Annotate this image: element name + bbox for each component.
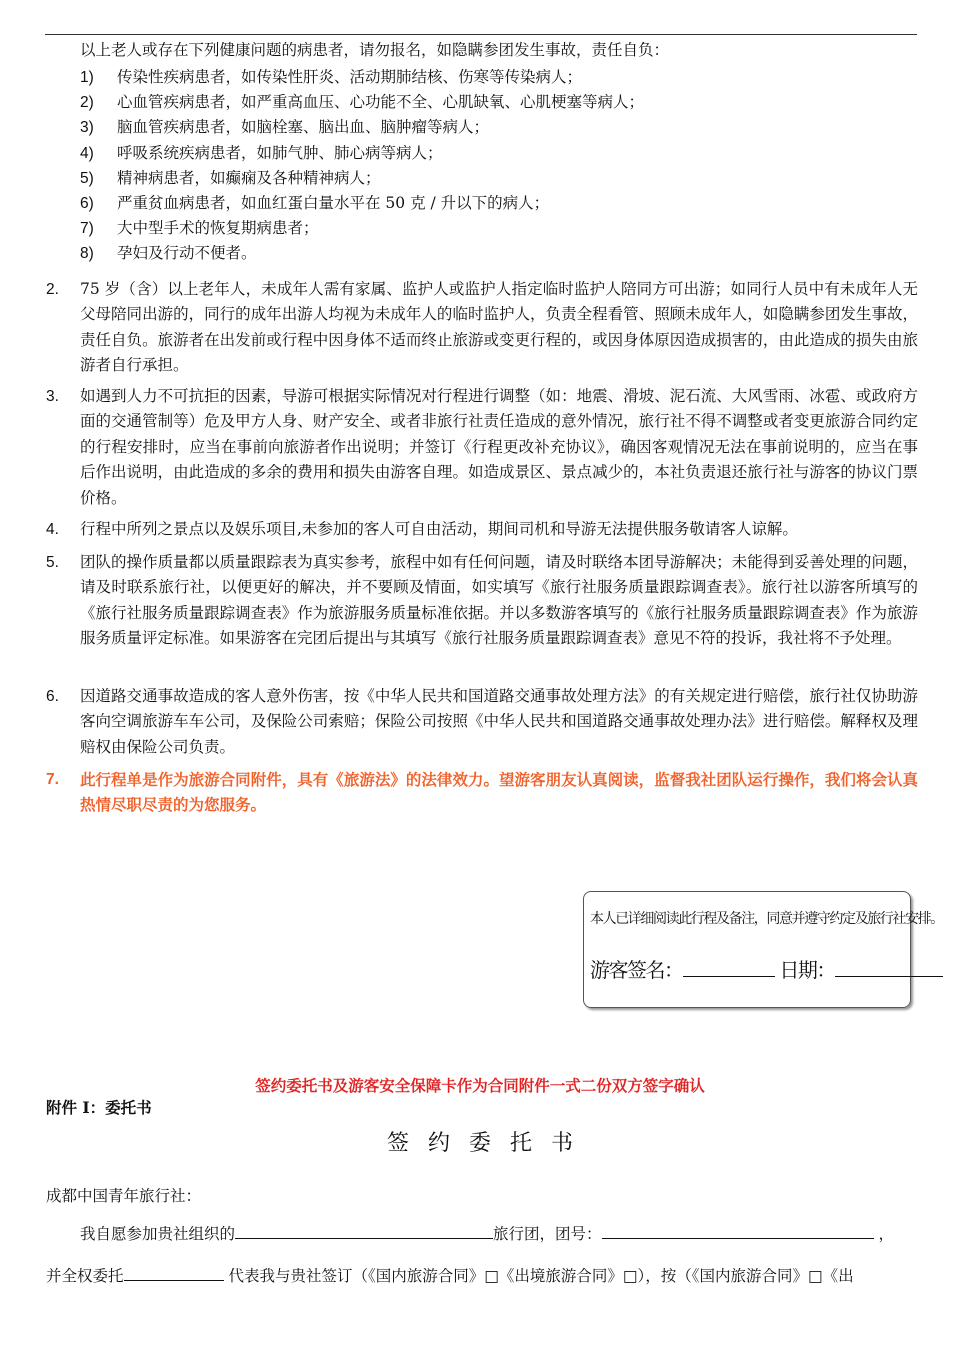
document-title: 签约委托书 (386, 1131, 592, 1156)
date-field[interactable] (835, 958, 943, 977)
clause-2 (46, 277, 918, 379)
addressee: 成都中国青年旅行社： (46, 1187, 202, 1205)
line-text: 代表我与贵社签订（《国内旅游合同》□《出境旅游合同》□），按（《国内旅游合同》□《出 (228, 1267, 854, 1285)
list-number: 3) (80, 119, 94, 137)
list-text: 孕妇及行动不便者。 (117, 244, 257, 263)
entrust-line-1 (80, 1222, 894, 1244)
list-number: 8) (80, 245, 94, 263)
list-item (80, 166, 644, 191)
list-text: 大中型手术的恢复期病患者； (117, 219, 319, 238)
list-text: 精神病患者，如癫痫及各种精神病人； (117, 168, 381, 187)
clause-3 (46, 384, 918, 511)
clause-text: 因道路交通事故造成的客人意外伤害，按《中华人民共和国道路交通事故处理方法》的有关规定进行赔偿，旅行社仅协助游客向空调旅游车车公司，及保险公司索赔；保险公司按照《中华人民共和国道路交通事故处理办法》进行赔偿。解释权及理赔权由保险公司负责。 (80, 687, 918, 756)
clause-7 (46, 767, 918, 818)
top-rule (45, 34, 917, 35)
signature-row (590, 954, 943, 983)
list-item (80, 141, 644, 166)
delegate-field[interactable] (124, 1264, 224, 1281)
line-text: 旅行团，团号： (493, 1225, 602, 1243)
clause-text: 75 岁（含）以上老年人，未成年人需有家属、监护人或监护人指定临时监护人陪同方可出游；如同行人员中有未成年人无父母陪同出游的，同行的成年出游人均视为未成年人的临时监护人，负责全程看管、照顾未成年人，如隐瞒参团发生事故，责任自负。旅游者在出发前或行程中因身体不适而终止旅游或变更行程的，或因身体原因造成损害的，由此造成的损失由旅游者自行承担。 (80, 280, 918, 375)
clause-5 (46, 550, 918, 652)
clause-text: 行程中所列之景点以及娱乐项目,未参加的客人可自由活动，期间司机和导游无法提供服务敬请客人谅解。 (80, 520, 798, 538)
list-item (80, 216, 644, 241)
list-number: 6) (80, 194, 94, 212)
clause-4 (46, 517, 918, 542)
annex-label: 附件 I：委托书 (46, 1098, 152, 1117)
line-text: 并全权委托 (46, 1267, 124, 1285)
clause-text: 如遇到人力不可抗拒的因素，导游可根据实际情况对行程进行调整（如：地震、滑坡、泥石流、大风雪雨、冰雹、或政府方面的交通管制等）危及甲方人身、财产安全、或者非旅行社责任造成的意外情况，旅行社不得不调整或者变更旅游合同约定的行程安排时，应当在事前向旅游者作出说明；并签订《行程更改补充协议》，确因客观情况无法在事前说明的，应当在事后作出说明，由此造成的多余的费用和损失由游客自理。如造成景区、景点减少的，本社负责退还旅行社与游客的协议门票价格。 (80, 387, 918, 507)
signature-label: 游客签名： (590, 958, 683, 982)
list-number: 7) (80, 220, 94, 238)
list-text: 严重贫血病患者，如血红蛋白量水平在 50 克 / 升以下的病人； (117, 193, 550, 212)
list-number: 5) (80, 169, 94, 187)
group-number-field[interactable] (602, 1222, 874, 1239)
list-text: 呼吸系统疾病患者，如肺气肿、肺心病等病人； (117, 143, 443, 162)
list-number: 2) (80, 94, 94, 112)
list-item (80, 90, 644, 115)
clause-number: 7. (46, 771, 59, 788)
signature-field[interactable] (683, 958, 775, 977)
notice-text: 签约委托书及游客安全保障卡作为合同附件一式二份双方签字确认 (255, 1076, 705, 1095)
clause-text: 团队的操作质量都以质量跟踪表为真实参考，旅程中如有任何问题，请及时联络本团导游解决；未能得到妥善处理的问题，请及时联系旅行社，以便更好的解决，并不要顾及情面，如实填写《旅行社服务质量跟踪调查表》。旅行社以游客所填写的《旅行社服务质量跟踪调查表》作为旅游服务质量标准依据。并以多数游客填写的《旅行社服务质量跟踪调查表》作为旅游服务质量评定标准。如果游客在完团后提出与其填写《旅行社服务质量跟踪调查表》意见不符的投诉，我社将不予处理。 (80, 553, 918, 648)
date-label: 日期： (779, 958, 835, 982)
tour-group-field[interactable] (235, 1222, 493, 1239)
list-item (80, 241, 644, 266)
clause-number: 3. (46, 388, 59, 405)
list-number: 1) (80, 69, 94, 86)
list-item (80, 65, 644, 90)
signature-box (583, 891, 943, 1008)
condition-list (80, 65, 644, 267)
entrust-line-2 (46, 1264, 854, 1286)
clause-number: 5. (46, 554, 59, 571)
list-number: 4) (80, 144, 94, 162)
clause-6 (46, 684, 918, 760)
list-text: 传染性疾病患者，如传染性肝炎、活动期肺结核、伤寒等传染病人； (117, 68, 583, 86)
line-text: ， (878, 1225, 894, 1243)
clause-text: 此行程单是作为旅游合同附件，具有《旅游法》的法律效力。望游客朋友认真阅读，监督我社团队运行操作，我们将会认真热情尽职尽责的为您服务。 (80, 770, 918, 815)
clause-number: 4. (46, 521, 59, 538)
list-text: 心血管疾病患者，如严重高血压、心功能不全、心肌缺氧、心肌梗塞等病人； (117, 93, 645, 112)
line-text: 我自愿参加贵社组织的 (80, 1225, 236, 1243)
list-item (80, 191, 644, 216)
intro-text: 以上老人或存在下列健康问题的病患者，请勿报名，如隐瞒参团发生事故，责任自负： (80, 41, 670, 59)
list-item (80, 115, 644, 140)
clause-number: 2. (46, 281, 59, 298)
signature-statement: 本人已详细阅读此行程及备注，同意并遵守约定及旅行社安排。 (590, 911, 943, 927)
clause-number: 6. (46, 688, 59, 705)
list-text: 脑血管疾病患者，如脑栓塞、脑出血、脑肿瘤等病人； (117, 118, 490, 137)
